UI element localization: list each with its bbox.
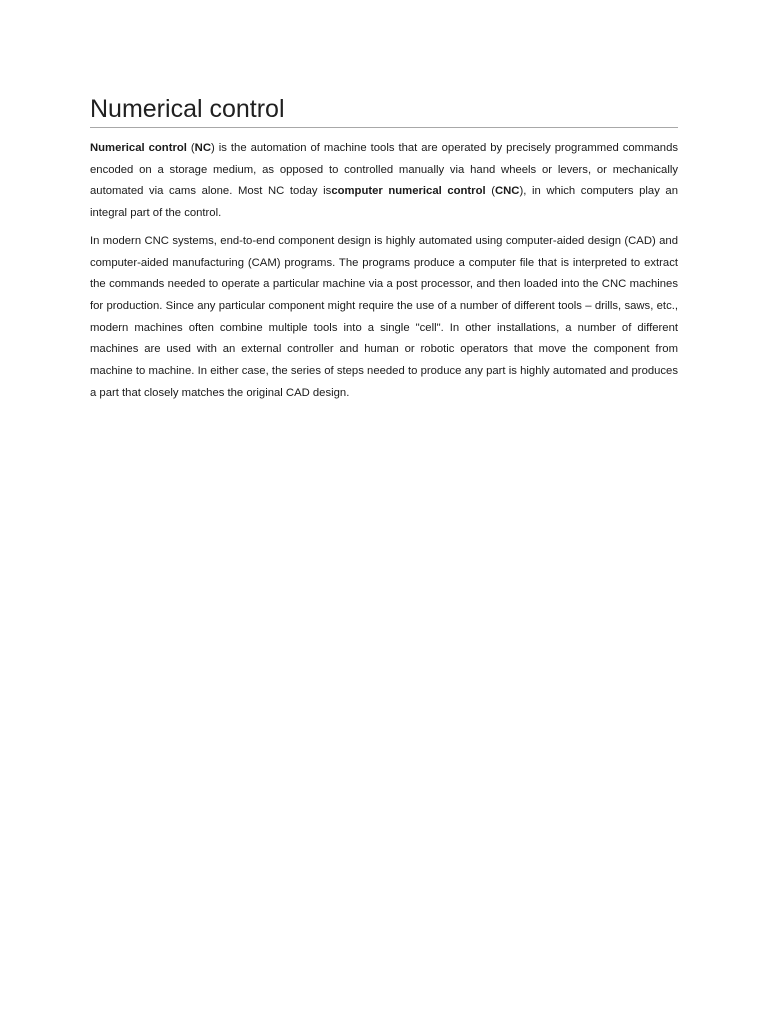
document-title: Numerical control (90, 92, 678, 128)
text-segment: ( (485, 185, 495, 198)
term-computer-numerical-control: computer numerical control (331, 185, 486, 198)
term-numerical-control: Numerical control (90, 142, 187, 154)
paragraph-cnc-systems: In modern CNC systems, end-to-end component design is highly automated using computer-aided design (CAD) and computer-aided manufacturing (CAM) programs. The programs produce a computer file that is interpreted to extract the commands needed to operate a particular machine via a post processor, and then loaded into the CNC machines for production. Since any particular component might require the use of a number of different tools – drills, saws, etc., modern machines often combine multiple tools into a single "cell". In other installations, a number of different machines are used with an external controller and human or robotic operators that move the component from machine to machine. In either case, the series of steps needed to produce any part is highly automated and produces a part that closely matches the original CAD design. (90, 234, 678, 399)
text-segment: ( (186, 142, 195, 154)
text-segment: ) is the automation of machine tools that are operated by precisely programmed commands encoded on a storage medium, as opposed to controlled manually via hand wheels or levers, or mechanically automated via cams alone. Most NC today is (90, 142, 679, 198)
abbr-nc: NC (194, 142, 211, 154)
abbr-cnc: CNC (494, 185, 520, 198)
paragraph-intro (90, 138, 678, 225)
text-segment: ), in which computers play an integral part of the control. (90, 185, 678, 220)
document-page (90, 92, 678, 404)
